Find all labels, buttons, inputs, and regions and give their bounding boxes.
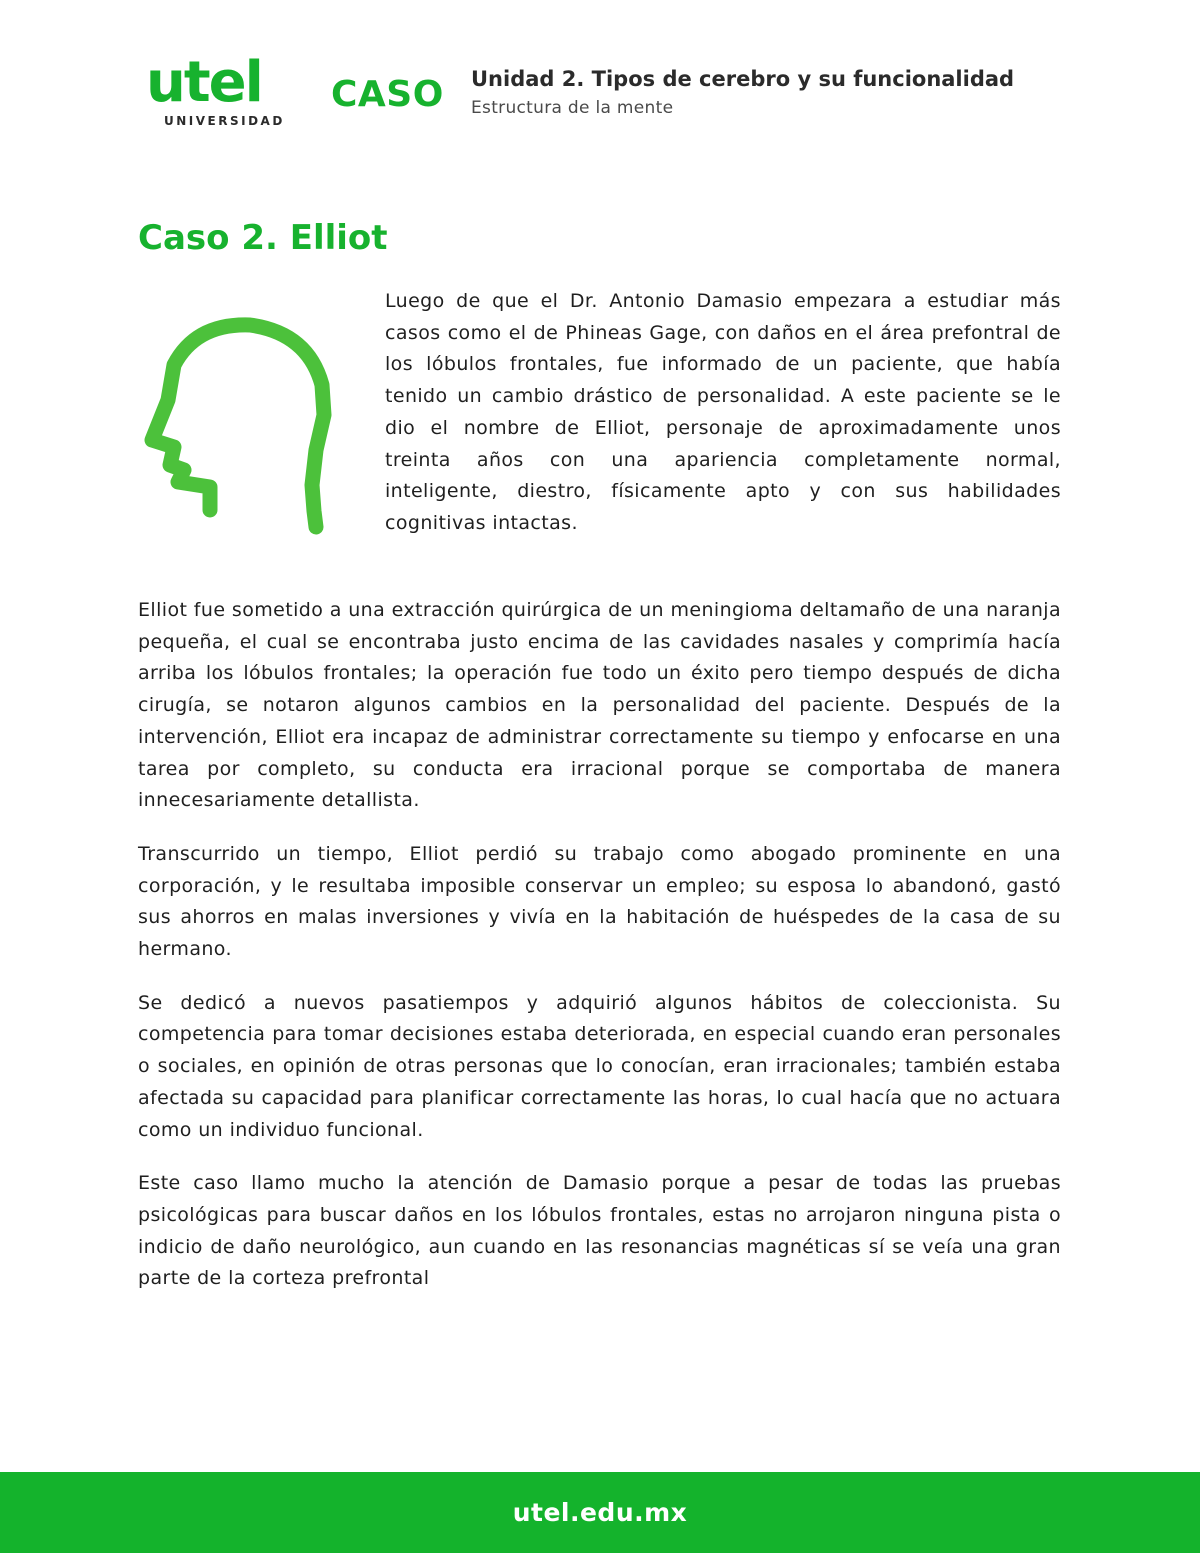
utel-logo-mark	[146, 55, 311, 130]
body-paragraph: Se dedicó a nuevos pasatiempos y adquirió algunos hábitos de coleccionista. Su competencia para tomar decisiones estaba deteriorada, en especial cuando eran personales o sociales, en opinión de otras personas que lo conocían, eran irracionales; también estaba afectada su capacidad para planificar correctamente las horas, lo cual hacía que no actuara como un individuo funcional.	[138, 991, 1061, 1141]
case-body	[138, 595, 1061, 1317]
body-paragraph: Este caso llamo mucho la atención de Damasio porque a pesar de todas las pruebas psicológicas para buscar daños en los lóbulos frontales, estas no arrojaron ninguna pista o indicio de daño neurológico, aun cuando en las resonancias magnéticas sí se veía una gran parte de la corteza prefrontal	[138, 1172, 1061, 1290]
utel-logo	[146, 55, 311, 130]
head-profile-icon	[140, 315, 340, 535]
body-paragraph: Transcurrido un tiempo, Elliot perdió su trabajo como abogado prominente en una corporación, y le resultaba imposible conservar un empleo; su esposa lo abandonó, gastó sus ahorros en malas inversiones y vivía en la habitación de huéspedes de la casa de su hermano.	[138, 842, 1061, 961]
body-paragraph: Elliot fue sometido a una extracción quirúrgica de un meningioma deltamaño de una naranja pequeña, el cual se encontraba justo encima de las cavidades nasales y comprimía hacía arriba los lóbulos frontales; la operación fue todo un éxito pero tiempo después de dicha cirugía, se notaron algunos cambios en la personalidad del paciente. Después de la intervención, Elliot era incapaz de administrar correctamente su tiempo y enfocarse en una tarea por completo, su conducta era irracional porque se comportaba de manera innecesariamente detallista.	[138, 599, 1061, 812]
caso-label: CASO	[331, 74, 444, 115]
page-header	[146, 55, 1046, 135]
logo-wordmark: utel	[146, 55, 262, 115]
footer-url-link[interactable]: utel.edu.mx	[512, 1498, 688, 1527]
intro-paragraph: Luego de que el Dr. Antonio Damasio empezara a estudiar más casos como el de Phineas Gage, con daños en el área prefontral de los lóbulos frontales, fue informado de un paciente, que había tenido un cambio drástico de personalidad. A este paciente se le dio el nombre de Elliot, personaje de aproximadamente unos treinta años con una apariencia completamente normal, inteligente, diestro, físicamente apto y con sus habilidades cognitivas intactas.	[385, 290, 1061, 534]
unit-subtitle: Estructura de la mente	[471, 98, 674, 118]
logo-subtext: UNIVERSIDAD	[164, 114, 285, 128]
case-title: Caso 2. Elliot	[138, 218, 388, 258]
page-footer	[0, 1472, 1200, 1553]
unit-title: Unidad 2. Tipos de cerebro y su funcionalidad	[471, 67, 1015, 91]
